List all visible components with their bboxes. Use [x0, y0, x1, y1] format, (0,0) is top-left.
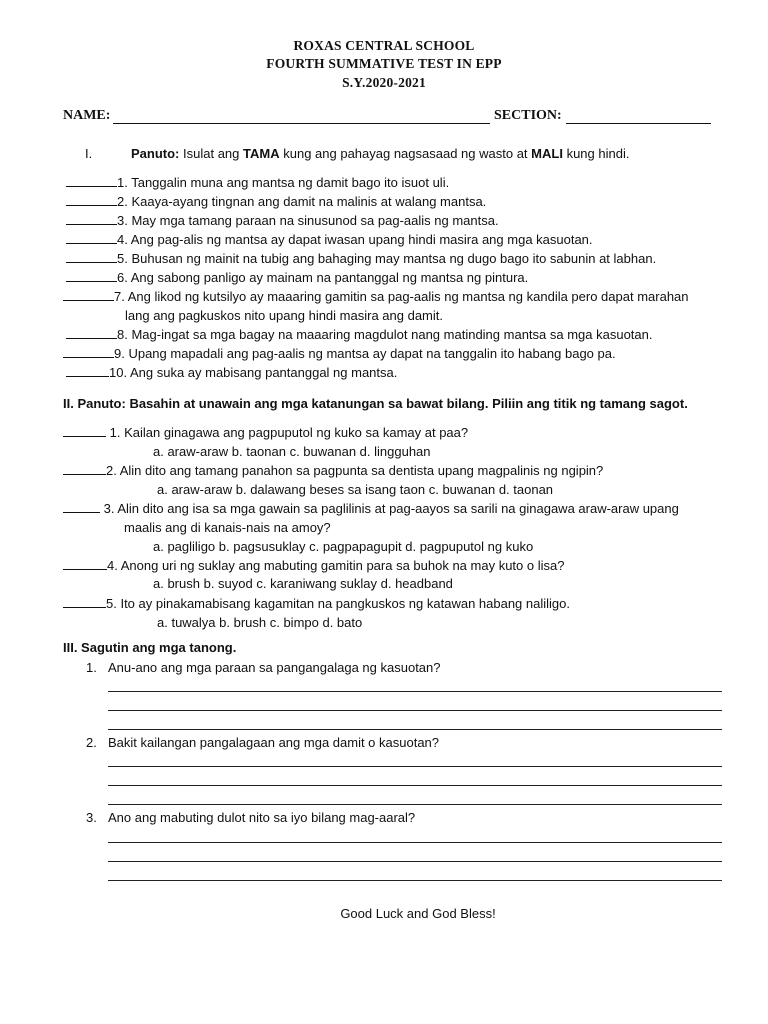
school-year: S.Y.2020-2021 [342, 75, 426, 90]
part1-instr-tama: TAMA [243, 146, 280, 161]
essay-answer-line[interactable] [108, 729, 722, 730]
answer-blank[interactable] [66, 270, 117, 282]
answer-blank[interactable] [63, 425, 106, 437]
tf-item-10: 10. Ang suka ay mabisang pantanggal ng mantsa. [66, 365, 397, 380]
answer-blank[interactable] [63, 558, 107, 570]
essay-answer-line[interactable] [108, 710, 722, 711]
answer-blank[interactable] [63, 596, 106, 608]
essay-q1-text: Anu-ano ang mga paraan sa pangangalaga ng kasuotan? [108, 660, 441, 675]
part1-instruction [131, 146, 629, 161]
answer-blank[interactable] [66, 251, 117, 263]
essay-answer-line[interactable] [108, 861, 722, 862]
mc-question-5: 5. Ito ay pinakamabisang kagamitan na pangkuskos ng katawan habang naliligo. [63, 596, 570, 611]
mc-choices-4: a. brush b. suyod c. karaniwang suklay d. headband [153, 576, 453, 591]
mc-question-2: 2. Alin dito ang tamang panahon sa pagpunta sa dentista upang magpalinis ng ngipin? [63, 463, 603, 478]
mc-choices-1: a. araw-araw b. taonan c. buwanan d. lingguhan [153, 444, 431, 459]
answer-blank[interactable] [63, 346, 114, 358]
part1-instr-b: kung ang pahayag nagsasaad ng wasto at [283, 146, 528, 161]
tf-item-2: 2. Kaaya-ayang tingnan ang damit na malinis at walang mantsa. [66, 194, 486, 209]
name-section-row [63, 108, 713, 126]
part3-instruction: III. Sagutin ang mga tanong. [63, 640, 237, 655]
answer-blank[interactable] [66, 213, 117, 225]
answer-blank[interactable] [66, 194, 117, 206]
mc-question-3: 3. Alin dito ang isa sa mga gawain sa paglilinis at pag-aayos sa sarili na ginagawa araw-araw upang [63, 501, 679, 516]
essay-answer-line[interactable] [108, 785, 722, 786]
essay-answer-line[interactable] [108, 691, 722, 692]
answer-blank[interactable] [63, 501, 100, 513]
mc-choices-5: a. tuwalya b. brush c. bimpo d. bato [157, 615, 363, 630]
essay-q2-number: 2. [86, 735, 97, 750]
tf-item-9: 9. Upang mapadali ang pag-aalis ng mantsa ay dapat na tanggalin ito habang bago pa. [63, 346, 616, 361]
tf-item-1: 1. Tanggalin muna ang mantsa ng damit bago ito isuot uli. [66, 175, 449, 190]
tf-item-5: 5. Buhusan ng mainit na tubig ang bahaging may mantsa ng dugo bago ito sabunin at labhan. [66, 251, 656, 266]
section-field[interactable] [566, 123, 711, 124]
answer-blank[interactable] [63, 463, 106, 475]
school-name: ROXAS CENTRAL SCHOOL [293, 38, 475, 53]
part1-instr-label: Panuto: [131, 146, 180, 161]
essay-answer-line[interactable] [108, 880, 722, 881]
part1-numeral: I. [85, 146, 93, 161]
closing-message: Good Luck and God Bless! [340, 906, 496, 921]
part1-instr-mali: MALI [531, 146, 563, 161]
answer-blank[interactable] [66, 327, 117, 339]
essay-answer-line[interactable] [108, 766, 722, 767]
name-label: NAME: [63, 108, 111, 123]
tf-item-4: 4. Ang pag-alis ng mantsa ay dapat iwasan upang hindi masira ang mga kasuotan. [66, 232, 593, 247]
part1-instr-a: Isulat ang [183, 146, 240, 161]
tf-item-8: 8. Mag-ingat sa mga bagay na maaaring magdulot nang matinding mantsa sa mga kasuotan. [66, 327, 653, 342]
mc-question-4: 4. Anong uri ng suklay ang mabuting gamitin para sa buhok na may kuto o lisa? [63, 558, 564, 573]
answer-blank[interactable] [63, 289, 114, 301]
mc-choices-3: a. pagliligo b. pagsusuklay c. pagpapagupit d. pagpuputol ng kuko [153, 539, 534, 554]
answer-blank[interactable] [66, 175, 117, 187]
answer-blank[interactable] [66, 232, 117, 244]
essay-answer-line[interactable] [108, 842, 722, 843]
test-title: FOURTH SUMMATIVE TEST IN EPP [266, 56, 502, 71]
mc-question-3-cont: maalis ang di kanais-nais na amoy? [124, 520, 331, 535]
essay-answer-line[interactable] [108, 804, 722, 805]
tf-item-3: 3. May mga tamang paraan na sinusunod sa pag-aalis ng mantsa. [66, 213, 499, 228]
tf-item-7: 7. Ang likod ng kutsilyo ay maaaring gamitin sa pag-aalis ng mantsa ng kandila pero dapat marahan [63, 289, 689, 304]
essay-q1-number: 1. [86, 660, 97, 675]
name-field[interactable] [113, 123, 490, 124]
tf-item-6: 6. Ang sabong panligo ay mainam na pantanggal ng mantsa ng pintura. [66, 270, 528, 285]
essay-q2-text: Bakit kailangan pangalagaan ang mga damit o kasuotan? [108, 735, 440, 750]
part1-instr-c: kung hindi. [566, 146, 630, 161]
essay-q3-text: Ano ang mabuting dulot nito sa iyo bilang mag-aaral? [108, 810, 416, 825]
section-label: SECTION: [494, 108, 562, 123]
essay-q3-number: 3. [86, 810, 97, 825]
mc-question-1: 1. Kailan ginagawa ang pagpuputol ng kuko sa kamay at paa? [63, 425, 468, 440]
mc-choices-2: a. araw-araw b. dalawang beses sa isang taon c. buwanan d. taonan [157, 482, 554, 497]
tf-item-7-cont: lang ang pagkuskos nito upang hindi masira ang damit. [125, 308, 443, 323]
part2-instruction: II. Panuto: Basahin at unawain ang mga katanungan sa bawat bilang. Piliin ang titik ng tamang sagot. [63, 396, 688, 411]
answer-blank[interactable] [66, 365, 109, 377]
